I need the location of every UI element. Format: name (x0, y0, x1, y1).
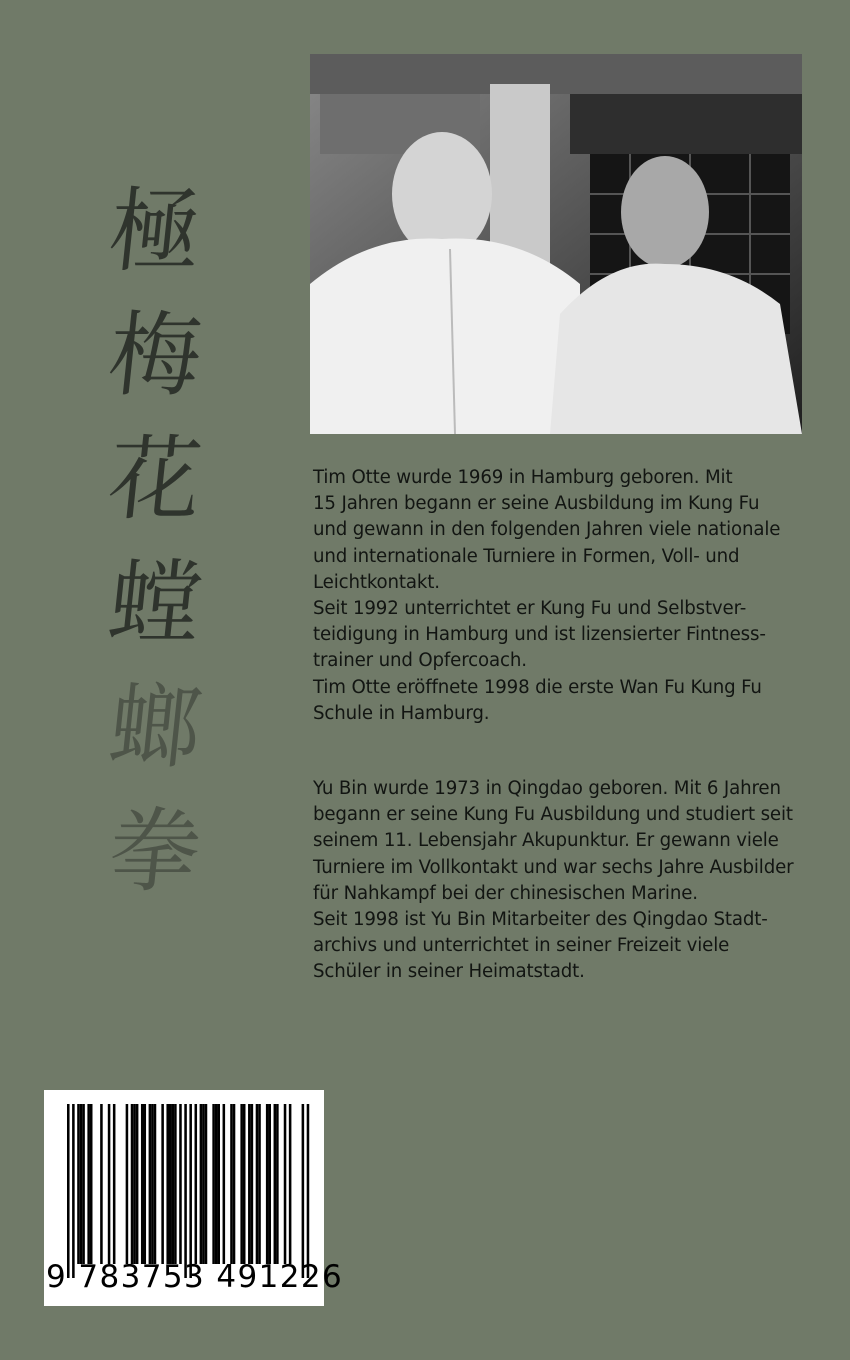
barcode-bar (126, 1104, 129, 1264)
barcode-bar (82, 1104, 85, 1264)
bio-line: und internationale Turniere in Formen, Voll- und (313, 545, 740, 567)
barcode-bar (276, 1104, 279, 1264)
barcode-bar (251, 1104, 254, 1264)
barcode-bar (258, 1104, 261, 1264)
bio-line: 15 Jahren begann er seine Ausbildung im Kung Fu (313, 493, 760, 515)
barcode-bar (108, 1104, 111, 1264)
barcode-bar (248, 1104, 251, 1264)
barcode-bar (172, 1104, 175, 1264)
bio-line: teidigung in Hamburg und ist lizensierter Fintness- (313, 624, 766, 646)
calligraphy-char: 拳 (103, 798, 207, 905)
barcode-bar (212, 1104, 215, 1264)
barcode-bar (133, 1104, 136, 1264)
barcode-bar (240, 1104, 243, 1264)
barcode-bar (205, 1104, 208, 1264)
barcode-bar (274, 1104, 277, 1264)
barcode-bar (154, 1104, 157, 1264)
barcode-bar (77, 1104, 80, 1264)
barcode-bar (136, 1104, 139, 1264)
isbn-barcode (44, 1090, 344, 1306)
barcode-bar (243, 1104, 246, 1264)
barcode-bar (113, 1104, 116, 1264)
barcode-bar (233, 1104, 236, 1264)
bio-line: seinem 11. Lebensjahr Akupunktur. Er gewann viele (313, 830, 779, 852)
bio-tim-otte (313, 465, 833, 727)
bio-line: und gewann in den folgenden Jahren viele nationale (313, 519, 781, 541)
calligraphy-char: 花 (103, 426, 207, 533)
bio-line: begann er seine Kung Fu Ausbildung und studiert seit (313, 804, 793, 826)
bio-line: Seit 1998 ist Yu Bin Mitarbeiter des Qingdao Stadt- (313, 909, 768, 931)
barcode-bar (100, 1104, 103, 1264)
isbn-number: 9 783753 491226 (46, 1259, 344, 1295)
barcode-bar (179, 1104, 182, 1264)
barcode-bar (284, 1104, 287, 1264)
author-photo-image (310, 54, 802, 434)
barcode-bar (184, 1104, 187, 1278)
bio-line: Schule in Hamburg. (313, 702, 490, 724)
bio-line: Leichtkontakt. (313, 571, 440, 593)
barcode-bar (161, 1104, 164, 1264)
barcode-bar (302, 1104, 305, 1278)
calligraphy-title (100, 170, 210, 914)
bio-line: Yu Bin wurde 1973 in Qingdao geboren. Mit 6 Jahren (313, 778, 781, 799)
calligraphy-char: 螂 (103, 674, 207, 781)
barcode-bar (169, 1104, 172, 1264)
barcode-bar (223, 1104, 226, 1264)
bio-yu-bin (313, 776, 833, 986)
calligraphy-char: 螳 (103, 550, 207, 657)
barcode-bar (195, 1104, 198, 1264)
bio-line: Tim Otte wurde 1969 in Hamburg geboren. Mit (313, 467, 733, 488)
barcode-bar (189, 1104, 192, 1278)
barcode-bar (268, 1104, 271, 1264)
barcode-bar (80, 1104, 83, 1264)
barcode-bar (230, 1104, 233, 1264)
barcode-bar (131, 1104, 134, 1264)
barcode-bar (200, 1104, 203, 1264)
barcode-bar (144, 1104, 147, 1264)
barcode-bar (90, 1104, 93, 1264)
barcode-bar (67, 1104, 70, 1278)
bio-line: Schüler in seiner Heimatstadt. (313, 961, 585, 983)
barcode-bar (289, 1104, 292, 1264)
barcode-bar (141, 1104, 144, 1264)
barcode-bar (149, 1104, 152, 1264)
barcode-bar (217, 1104, 220, 1264)
barcode-bar (266, 1104, 269, 1264)
barcode-bar (256, 1104, 259, 1264)
barcode-bar (151, 1104, 154, 1264)
barcode-bar (174, 1104, 177, 1264)
bio-line: Seit 1992 unterrichtet er Kung Fu und Selbstver- (313, 598, 747, 620)
calligraphy-char: 梅 (103, 302, 207, 409)
bio-line: archivs und unterrichtet in seiner Freizeit viele (313, 935, 730, 957)
bio-line: für Nahkampf bei der chinesischen Marine. (313, 882, 698, 904)
barcode-bar (202, 1104, 205, 1264)
bio-line: Turniere im Vollkontakt und war sechs Jahre Ausbilder (313, 856, 794, 878)
barcode-bar (72, 1104, 75, 1278)
bio-line: trainer und Opfercoach. (313, 650, 527, 672)
calligraphy-char: 極 (103, 178, 207, 285)
bio-line: Tim Otte eröffnete 1998 die erste Wan Fu Kung Fu (313, 676, 762, 698)
barcode-bar (166, 1104, 169, 1264)
barcode-bar (215, 1104, 218, 1264)
barcode-bar (307, 1104, 310, 1278)
barcode-bar (87, 1104, 90, 1264)
author-photo (310, 54, 802, 434)
